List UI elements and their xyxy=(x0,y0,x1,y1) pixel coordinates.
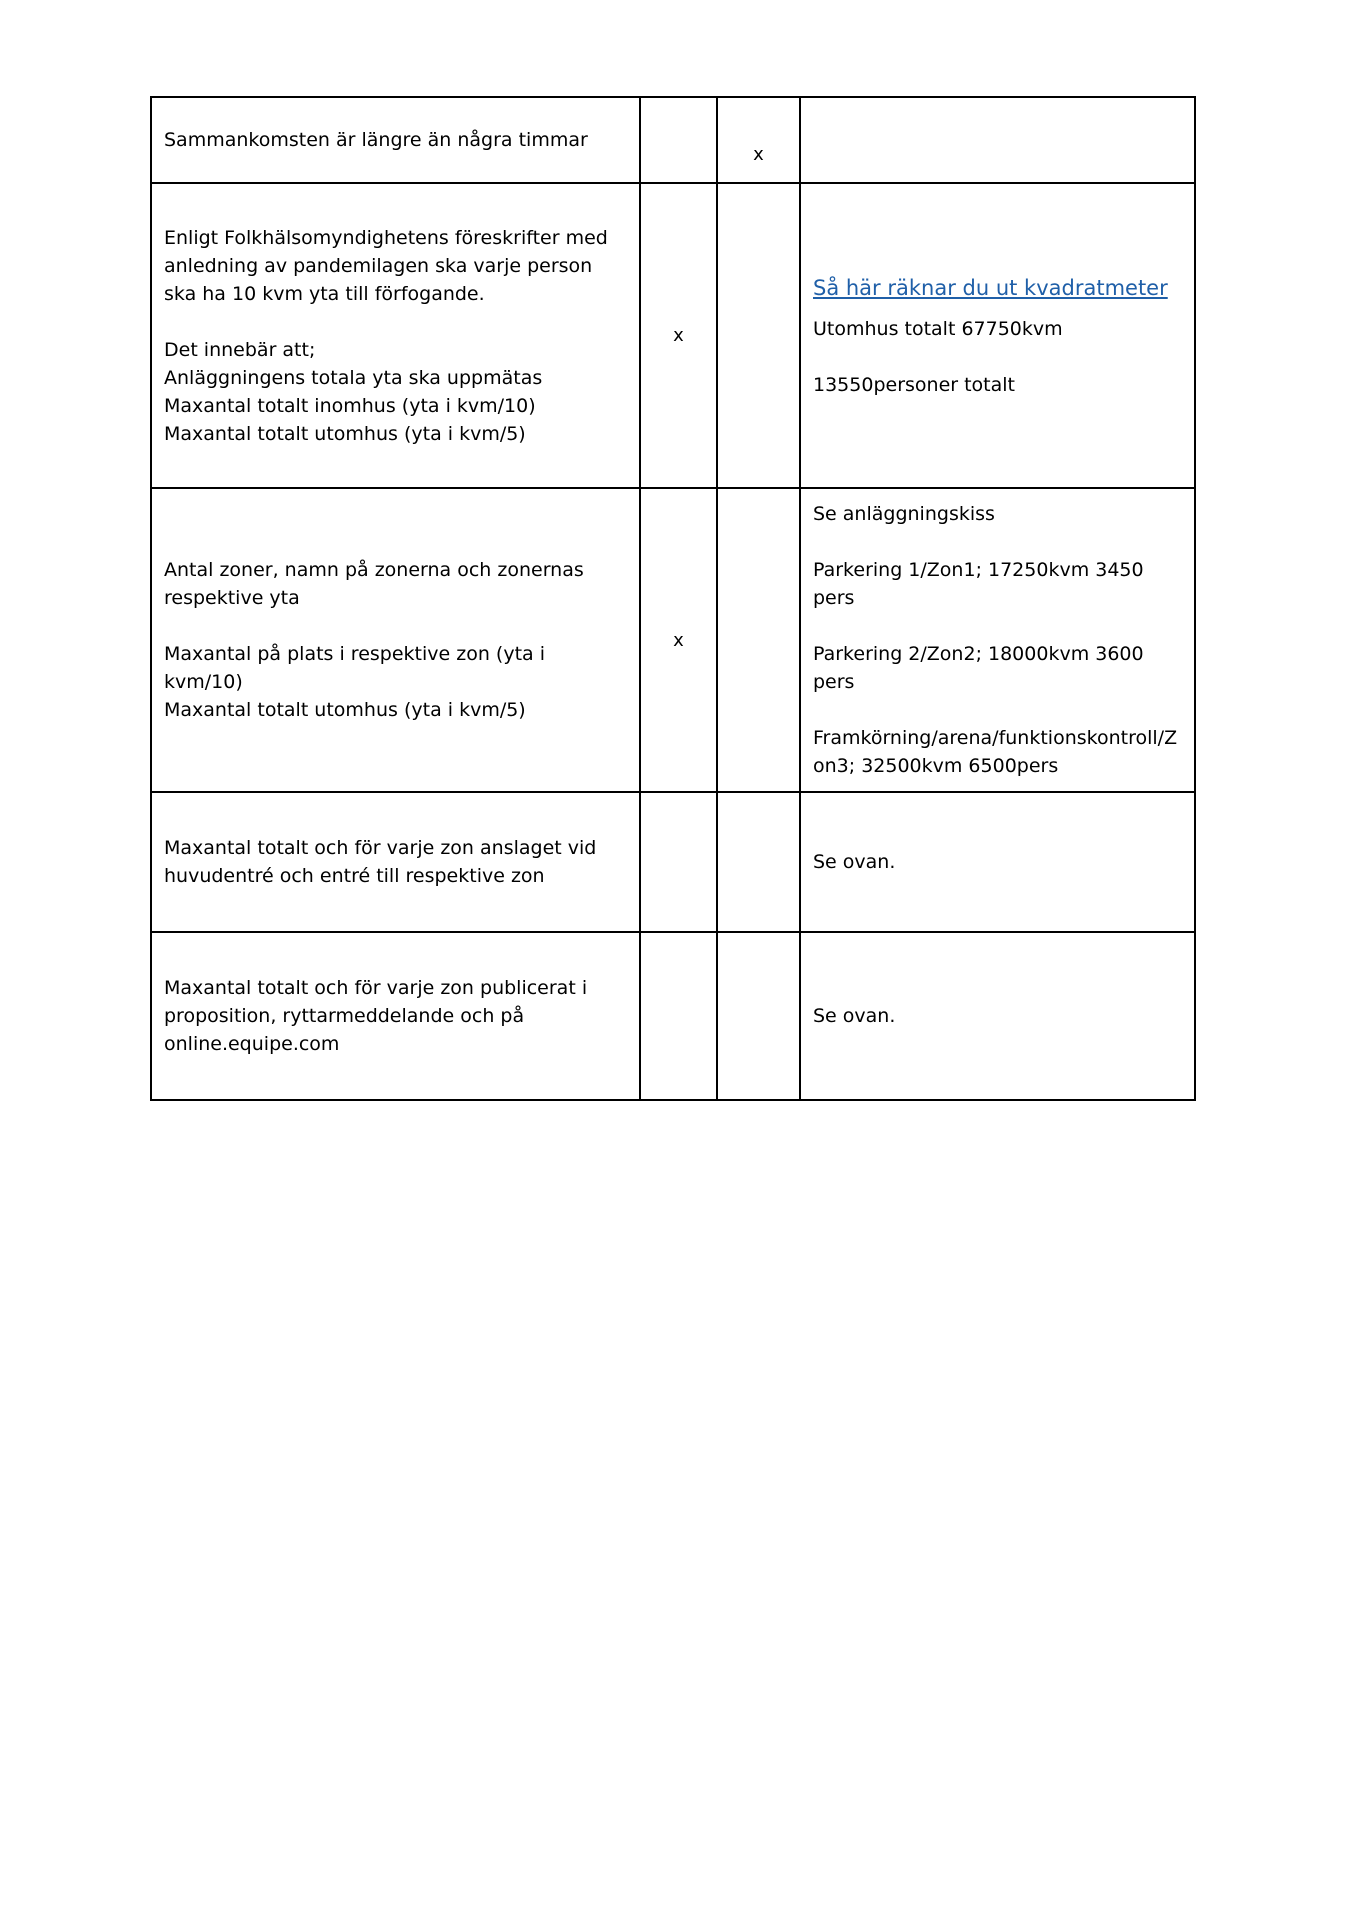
table-row xyxy=(151,932,1195,1100)
note-text: Parkering 1/Zon1; 17250kvm 3450 pers xyxy=(813,559,1144,609)
paragraph-gap xyxy=(813,696,1182,724)
note-text: Se ovan. xyxy=(813,851,896,873)
note-cell xyxy=(800,932,1195,1100)
table-row xyxy=(151,792,1195,932)
no-mark: x xyxy=(753,143,764,165)
yes-mark: x xyxy=(673,629,684,651)
description-text: Antal zoner, namn på zonerna och zonernas respektive yta xyxy=(164,559,584,609)
paragraph-gap xyxy=(164,308,627,336)
note-text: Framkörning/arena/funktionskontroll/Zon3; 32500kvm 6500pers xyxy=(813,727,1178,777)
note-text: Se ovan. xyxy=(813,1005,896,1027)
paragraph-gap xyxy=(813,528,1182,556)
paragraph-gap xyxy=(813,343,1182,371)
note-cell xyxy=(800,488,1195,792)
description-text: Maxantal på plats i respektive zon (yta i kvm/10) xyxy=(164,643,545,693)
no-cell xyxy=(717,97,800,183)
table-row xyxy=(151,183,1195,488)
paragraph-gap xyxy=(813,303,1182,315)
description-text: Maxantal totalt och för varje zon publicerat i proposition, ryttarmeddelande och på online.equipe.com xyxy=(164,977,588,1055)
table-row xyxy=(151,488,1195,792)
description-text: Sammankomsten är längre än några timmar xyxy=(164,129,588,151)
no-cell xyxy=(717,932,800,1100)
yes-cell xyxy=(640,792,717,932)
description-text: Det innebär att; xyxy=(164,338,316,361)
note-cell xyxy=(800,183,1195,488)
description-text: Anläggningens totala yta ska uppmätas xyxy=(164,366,543,389)
row-description xyxy=(151,183,640,488)
no-cell xyxy=(717,792,800,932)
description-text: Maxantal totalt utomhus (yta i kvm/5) xyxy=(164,422,526,445)
square-meter-guide-link[interactable]: Så här räknar du ut kvadratmeter xyxy=(813,275,1168,300)
table-row xyxy=(151,97,1195,183)
description-text: Maxantal totalt och för varje zon anslaget vid huvudentré och entré till respektive zon xyxy=(164,837,597,887)
note-text: 13550personer totalt xyxy=(813,373,1016,396)
note-cell xyxy=(800,97,1195,183)
yes-cell xyxy=(640,97,717,183)
yes-cell xyxy=(640,183,717,488)
description-text: Maxantal totalt inomhus (yta i kvm/10) xyxy=(164,394,536,417)
yes-cell xyxy=(640,488,717,792)
row-description xyxy=(151,792,640,932)
note-text: Parkering 2/Zon2; 18000kvm 3600 pers xyxy=(813,643,1144,693)
note-text: Se anläggningskiss xyxy=(813,503,995,525)
note-text: Utomhus totalt 67750kvm xyxy=(813,317,1063,340)
no-cell xyxy=(717,488,800,792)
paragraph-gap xyxy=(813,612,1182,640)
description-text: Maxantal totalt utomhus (yta i kvm/5) xyxy=(164,699,526,721)
row-description xyxy=(151,97,640,183)
note-cell xyxy=(800,792,1195,932)
paragraph-gap xyxy=(164,612,627,640)
row-description xyxy=(151,932,640,1100)
checklist-table xyxy=(150,96,1196,1101)
description-text: Enligt Folkhälsomyndighetens föreskrifter med anledning av pandemilagen ska varje person ska ha 10 kvm yta till förfogande. xyxy=(164,226,608,305)
row-description xyxy=(151,488,640,792)
yes-cell xyxy=(640,932,717,1100)
yes-mark: x xyxy=(673,325,684,346)
no-cell xyxy=(717,183,800,488)
